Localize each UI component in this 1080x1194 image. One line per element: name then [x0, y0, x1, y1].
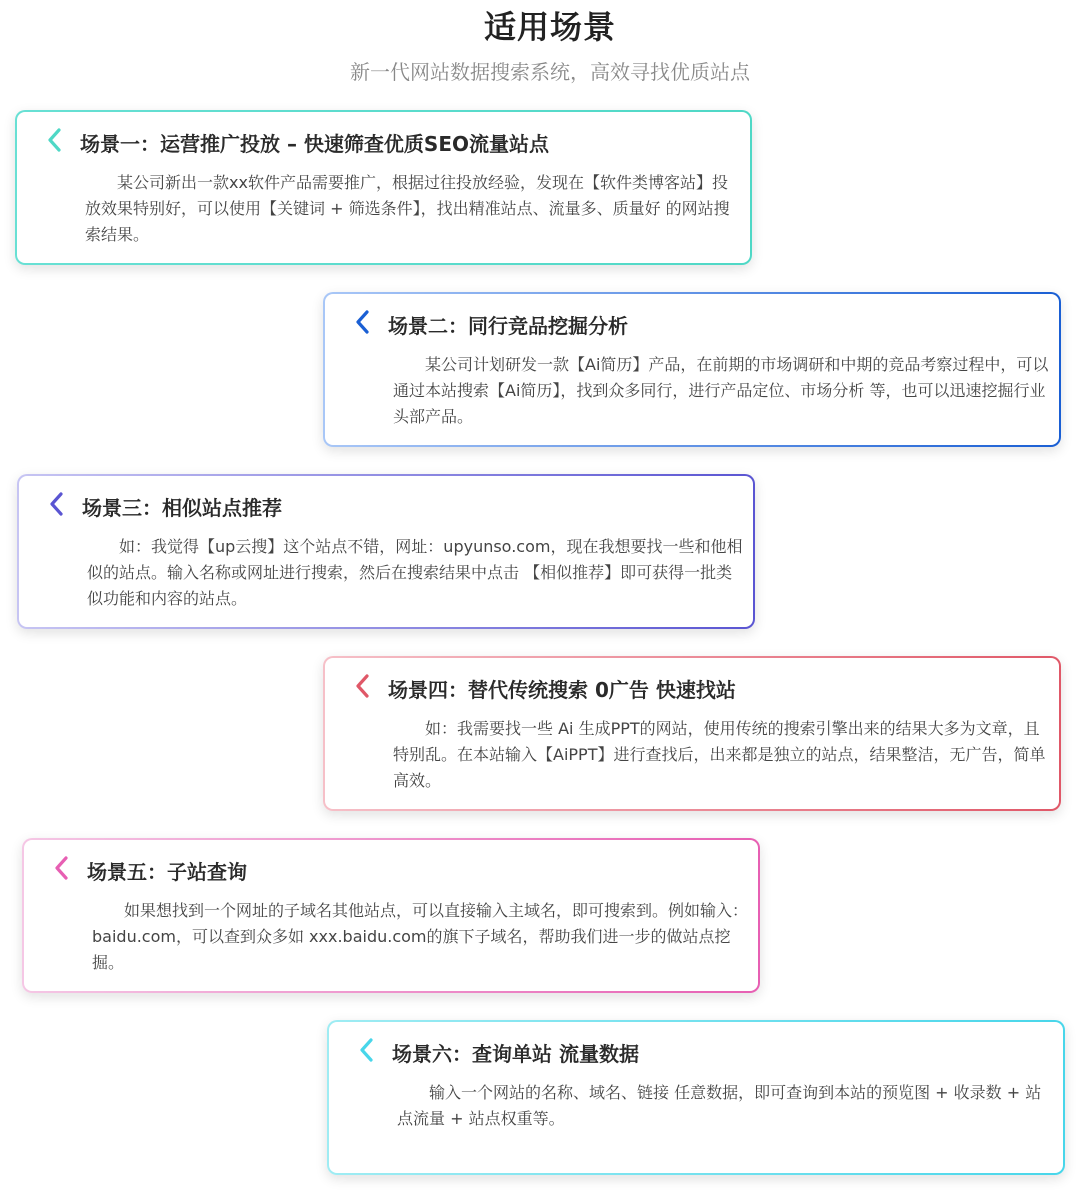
scenario-title: 场景一：运营推广投放 – 快速筛查优质SEO流量站点: [80, 132, 549, 156]
chevron-left-icon: [355, 1038, 379, 1062]
scenario-title: 场景三：相似站点推荐: [82, 496, 282, 520]
scenario-card-6: [327, 1020, 1065, 1175]
scenario-title: 场景五：子站查询: [87, 860, 247, 884]
chevron-left-icon: [45, 492, 69, 516]
scenario-title: 场景二：同行竞品挖掘分析: [388, 314, 628, 338]
chevron-left-icon: [43, 128, 67, 152]
chevron-left-icon: [50, 856, 74, 880]
chevron-left-icon: [351, 310, 375, 334]
scenario-card-1: [15, 110, 752, 265]
scenario-card-2: [323, 292, 1061, 447]
page-title: 适用场景: [483, 8, 616, 46]
scenario-card-3: [17, 474, 755, 629]
scenario-description: 输入一个网站的名称、域名、链接 任意数据，即可查询到本站的预览图 + 收录数 + 站点流量 + 站点权重等。: [397, 1083, 1042, 1128]
scenario-description: 如果想找到一个网址的子域名其他站点，可以直接输入主域名，即可搜索到。例如输入：baidu.com，可以查到众多如 xxx.baidu.com的旗下子域名，帮助我们进一步的做站点挖掘。: [92, 901, 749, 972]
scenario-description: 某公司计划研发一款【Ai简历】产品，在前期的市场调研和中期的竞品考察过程中，可以通过本站搜索【Ai简历】，找到众多同行，进行产品定位、市场分析 等，也可以迅速挖掘行业头部产品。: [393, 355, 1049, 426]
chevron-left-icon: [351, 674, 375, 698]
page-subtitle: 新一代网站数据搜索系统，高效寻找优质站点: [350, 60, 750, 84]
scenario-card-4: [323, 656, 1061, 811]
scenario-title: 场景六：查询单站 流量数据: [392, 1042, 639, 1066]
scenario-card-5: [22, 838, 760, 993]
scenario-description: 某公司新出一款xx软件产品需要推广，根据过往投放经验，发现在【软件类博客站】投放效果特别好，可以使用【关键词 + 筛选条件】，找出精准站点、流量多、质量好 的网站搜索结果。: [85, 173, 730, 244]
scenario-description: 如：我觉得【up云搜】这个站点不错，网址：upyunso.com，现在我想要找一些和他相似的站点。输入名称或网址进行搜索，然后在搜索结果中点击 【相似推荐】即可获得一批类似功能和内容的站点。: [87, 537, 743, 608]
scenario-title: 场景四：替代传统搜索 0广告 快速找站: [388, 678, 736, 702]
scenario-description: 如：我需要找一些 Ai 生成PPT的网站，使用传统的搜索引擎出来的结果大多为文章，且特别乱。在本站输入【AiPPT】进行查找后，出来都是独立的站点，结果整洁，无广告，简单高效。: [393, 719, 1046, 790]
